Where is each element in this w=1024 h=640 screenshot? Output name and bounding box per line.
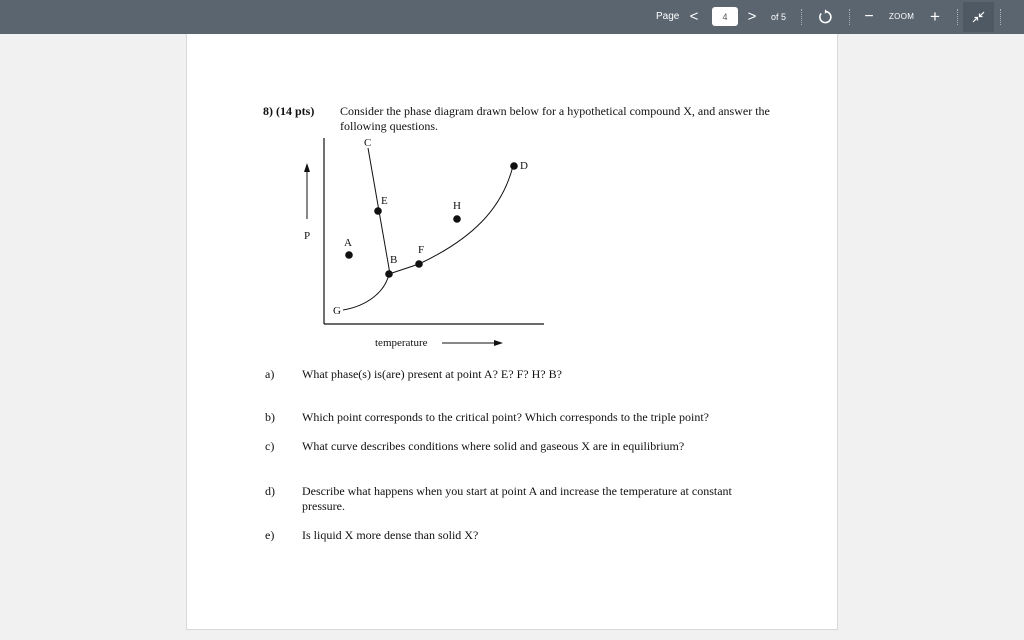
subquestion-letter: c) <box>265 439 275 453</box>
reset-rotate-button[interactable] <box>815 0 835 34</box>
toolbar-divider <box>1000 9 1001 25</box>
subquestion-letter: b) <box>265 410 275 424</box>
zoom-in-button[interactable]: + <box>930 7 940 26</box>
axis-x-label: temperature <box>375 337 428 349</box>
subquestion-letter: d) <box>265 484 275 498</box>
toolbar-divider <box>957 9 958 25</box>
next-page-button[interactable]: > <box>747 8 757 25</box>
page-label: Page <box>656 11 680 22</box>
subquestion-text: What curve describes conditions where solid and gaseous X are in equilibrium? <box>302 439 685 453</box>
question-intro: Consider the phase diagram drawn below for a hypothetical compound X, and answer the following questions. <box>340 104 770 133</box>
point-f-label: F <box>418 244 425 256</box>
question-header: 8) (14 pts) <box>263 104 315 118</box>
axis-y-label: P <box>304 230 311 242</box>
toolbar-divider <box>801 9 802 25</box>
subquestion-letter: a) <box>265 367 275 381</box>
point-f-marker <box>415 260 423 268</box>
point-a-label: A <box>344 237 352 249</box>
exit-fullscreen-button[interactable] <box>963 2 994 32</box>
point-b-label: B <box>390 254 398 266</box>
point-h-label: H <box>453 200 461 212</box>
page-count-label: of 5 <box>771 12 787 22</box>
point-b-marker <box>385 270 393 278</box>
pressure-arrowhead <box>304 163 310 172</box>
zoom-out-button[interactable]: − <box>864 8 874 25</box>
point-g-label: G <box>333 305 341 317</box>
phase-diagram <box>187 34 839 364</box>
point-h-marker <box>453 215 461 223</box>
collapse-icon <box>963 2 994 32</box>
point-d-marker <box>510 162 518 170</box>
point-c-label: C <box>364 137 372 149</box>
page-number-input[interactable] <box>712 7 738 26</box>
point-e-label: E <box>381 195 388 207</box>
subquestion-letter: e) <box>265 528 275 542</box>
zoom-label: ZOOM <box>889 12 915 21</box>
subquestion-text: Describe what happens when you start at point A and increase the temperature at constant pressure. <box>302 484 732 513</box>
point-a-marker <box>345 251 353 259</box>
temperature-arrowhead <box>494 340 503 346</box>
subquestion-text: Is liquid X more dense than solid X? <box>302 528 479 542</box>
point-e-marker <box>374 207 382 215</box>
viewer-toolbar <box>0 0 1024 34</box>
point-d-label: D <box>520 160 528 172</box>
solid-gas-curve <box>343 274 389 310</box>
previous-page-button[interactable]: < <box>689 8 699 25</box>
document-page <box>186 34 838 630</box>
subquestion-text: Which point corresponds to the critical point? Which corresponds to the triple point? <box>302 410 710 424</box>
liquid-gas-curve <box>389 166 513 274</box>
subquestion-text: What phase(s) is(are) present at point A? E? F? H? B? <box>302 367 562 381</box>
rotate-icon <box>815 0 835 34</box>
toolbar-divider <box>849 9 850 25</box>
